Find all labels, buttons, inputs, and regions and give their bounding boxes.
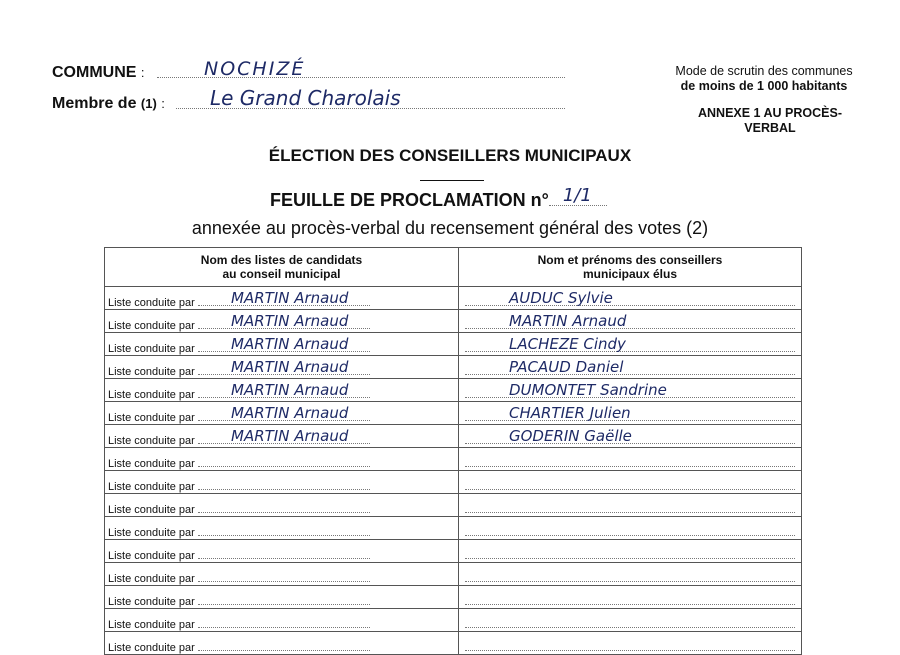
table-row <box>105 517 802 540</box>
table-row <box>105 471 802 494</box>
elected-cell <box>459 356 802 379</box>
elected-cell <box>459 563 802 586</box>
row-prefix: Liste conduite par <box>108 320 195 332</box>
row-prefix: Liste conduite par <box>108 527 195 539</box>
list-dotted-line <box>198 479 370 490</box>
row-prefix: Liste conduite par <box>108 504 195 516</box>
list-cell <box>105 471 459 494</box>
list-cell <box>105 333 459 356</box>
table-row <box>105 310 802 333</box>
list-leader-name: MARTIN Arnaud <box>231 289 349 307</box>
elected-cell <box>459 632 802 655</box>
list-cell <box>105 632 459 655</box>
annexe-note: ANNEXE 1 AU PROCÈS- VERBAL <box>697 106 842 135</box>
list-dotted-line <box>198 456 370 467</box>
list-cell <box>105 402 459 425</box>
list-leader-name: MARTIN Arnaud <box>231 312 349 330</box>
list-dotted-line <box>198 548 370 559</box>
table-row <box>105 563 802 586</box>
row-prefix: Liste conduite par <box>108 481 195 493</box>
list-leader-name: MARTIN Arnaud <box>231 335 349 353</box>
elected-cell <box>459 471 802 494</box>
list-cell <box>105 356 459 379</box>
elected-cell <box>459 310 802 333</box>
feuille-number: 1/1 <box>562 185 592 206</box>
list-dotted-line <box>198 502 370 513</box>
elected-cell <box>459 540 802 563</box>
list-leader-name: MARTIN Arnaud <box>231 358 349 376</box>
elected-name: LACHEZE Cindy <box>509 335 626 353</box>
table-row <box>105 586 802 609</box>
subtitle: annexée au procès-verbal du recensement général des votes (2) <box>191 218 709 238</box>
commune-label: COMMUNE : <box>52 64 145 81</box>
list-cell <box>105 310 459 333</box>
elected-name: CHARTIER Julien <box>509 404 631 422</box>
list-dotted-line <box>198 617 370 628</box>
list-leader-name: MARTIN Arnaud <box>231 381 349 399</box>
elected-name: DUMONTET Sandrine <box>509 381 667 399</box>
elected-dotted-line <box>465 489 795 490</box>
list-leader-name: MARTIN Arnaud <box>231 404 349 422</box>
elected-cell <box>459 517 802 540</box>
elected-cell <box>459 402 802 425</box>
elected-name: GODERIN Gaëlle <box>509 427 632 445</box>
election-title: ÉLECTION DES CONSEILLERS MUNICIPAUX <box>268 146 632 165</box>
commune-value: NOCHIZÉ <box>204 58 306 80</box>
table-row <box>105 425 802 448</box>
list-cell <box>105 517 459 540</box>
elected-cell <box>459 494 802 517</box>
scrutin-mode-note: Mode de scrutin des communes de moins de 1 000 habitants <box>675 64 853 93</box>
elected-dotted-line <box>465 604 795 605</box>
table-row <box>105 494 802 517</box>
elected-name: MARTIN Arnaud <box>509 312 627 330</box>
elected-dotted-line <box>465 558 795 559</box>
table-row <box>105 333 802 356</box>
list-cell <box>105 494 459 517</box>
list-cell <box>105 448 459 471</box>
list-cell <box>105 609 459 632</box>
elected-dotted-line <box>465 627 795 628</box>
list-cell <box>105 540 459 563</box>
row-prefix: Liste conduite par <box>108 573 195 585</box>
table-row <box>105 402 802 425</box>
elected-cell <box>459 287 802 310</box>
list-cell <box>105 379 459 402</box>
list-dotted-line <box>198 640 370 651</box>
title-separator <box>420 180 484 181</box>
table-row <box>105 540 802 563</box>
row-prefix: Liste conduite par <box>108 412 195 424</box>
table-row <box>105 632 802 655</box>
elected-cell <box>459 609 802 632</box>
elected-cell <box>459 379 802 402</box>
proclamation-table <box>104 247 802 655</box>
row-prefix: Liste conduite par <box>108 389 195 401</box>
elected-dotted-line <box>465 512 795 513</box>
table-row <box>105 356 802 379</box>
col-header-lists: Nom des listes de candidats au conseil municipal <box>105 248 459 287</box>
list-cell <box>105 563 459 586</box>
list-dotted-line <box>198 571 370 582</box>
list-cell <box>105 425 459 448</box>
elected-dotted-line <box>465 650 795 651</box>
row-prefix: Liste conduite par <box>108 366 195 378</box>
feuille-title: FEUILLE DE PROCLAMATION n° 1/1 <box>270 190 607 211</box>
list-dotted-line <box>198 594 370 605</box>
table-row <box>105 379 802 402</box>
table-row <box>105 609 802 632</box>
row-prefix: Liste conduite par <box>108 343 195 355</box>
elected-dotted-line <box>465 581 795 582</box>
list-dotted-line <box>198 525 370 536</box>
elected-cell <box>459 448 802 471</box>
elected-cell <box>459 586 802 609</box>
col-header-elected: Nom et prénoms des conseillers municipaux élus <box>459 248 802 287</box>
row-prefix: Liste conduite par <box>108 435 195 447</box>
list-leader-name: MARTIN Arnaud <box>231 427 349 445</box>
elected-cell <box>459 425 802 448</box>
list-cell <box>105 287 459 310</box>
list-cell <box>105 586 459 609</box>
row-prefix: Liste conduite par <box>108 596 195 608</box>
row-prefix: Liste conduite par <box>108 642 195 654</box>
membre-value: Le Grand Charolais <box>210 86 401 110</box>
elected-dotted-line <box>465 535 795 536</box>
row-prefix: Liste conduite par <box>108 550 195 562</box>
membre-label: Membre de (1) : <box>52 95 165 112</box>
table-row <box>105 448 802 471</box>
elected-dotted-line <box>465 466 795 467</box>
row-prefix: Liste conduite par <box>108 297 195 309</box>
elected-name: PACAUD Daniel <box>509 358 624 376</box>
elected-cell <box>459 333 802 356</box>
row-prefix: Liste conduite par <box>108 458 195 470</box>
row-prefix: Liste conduite par <box>108 619 195 631</box>
table-row <box>105 287 802 310</box>
elected-name: AUDUC Sylvie <box>509 289 613 307</box>
